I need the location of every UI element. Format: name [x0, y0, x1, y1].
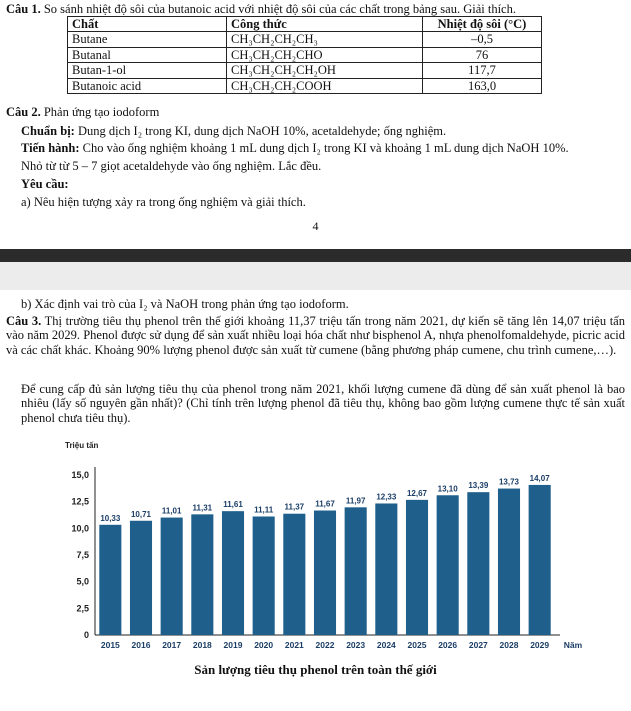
bar-value-label: 11,61: [223, 500, 243, 510]
bar: [498, 489, 520, 635]
table-row: [68, 78, 542, 93]
y-tick-label: 2,5: [76, 603, 89, 614]
bar-value-label: 11,31: [192, 503, 213, 513]
table-cell: CH₃CH₂CH₂CHO: [227, 47, 423, 62]
x-tick-label: 2020: [254, 640, 274, 650]
y-tick-label: 10,0: [71, 523, 89, 534]
bar: [406, 500, 428, 635]
table-cell: 76: [423, 47, 542, 62]
bar-value-label: 11,37: [284, 502, 305, 512]
y-axis-label: Triệu tấn: [65, 441, 99, 450]
boiling-point-table: [67, 16, 542, 94]
requirement-label-text: Yêu cầu:: [21, 177, 69, 191]
bar-value-label: 11,67: [315, 499, 335, 509]
x-tick-label: 2029: [530, 640, 550, 650]
table-header: Công thức: [227, 17, 423, 32]
question-1-text: So sánh nhiệt độ sôi của butanoic acid với nhiệt độ sôi của các chất trong bảng sau. Giải thích.: [43, 2, 516, 16]
preparation-label: Chuẩn bị:: [21, 124, 75, 138]
bar: [253, 516, 275, 635]
bar-value-label: 12,67: [406, 488, 428, 498]
page-divider: [0, 249, 631, 262]
question-3-para-2: Để cung cấp đủ sản lượng tiêu thụ của phenol trong năm 2021, khối lượng cumene đã dùng để sản xuất phenol là bao nhiêu (lấy số nguyên gần nhất)? (Chỉ tính trên lượng phenol đã tiêu thụ, không bao gồm lượng cumene thực tế sản xuất phenol chưa tiêu thụ).: [21, 382, 625, 425]
x-tick-label: 2017: [162, 640, 182, 650]
bar: [283, 514, 305, 635]
bar: [191, 514, 213, 635]
x-tick-label: 2015: [100, 640, 120, 650]
bar: [222, 511, 244, 635]
x-tick-label: 2025: [407, 640, 427, 650]
x-tick-label: 2022: [315, 640, 335, 650]
x-tick-label: 2026: [438, 640, 458, 650]
table-cell: CH₃CH₂CH₂CH₃: [227, 32, 423, 47]
question-3-para-1: [6, 314, 625, 357]
bar-value-label: 11,11: [254, 505, 274, 515]
question-3-text: Thị trường tiêu thụ phenol trên thế giới khoảng 11,37 triệu tấn trong năm 2021, dự kiến sẽ tăng lên 14,07 triệu tấn vào năm 2029. Phenol được sử dụng để sản xuất nhiều loại hóa chất như bisphenol A, nhựa phenolfomaldehyde, picric acid và các chất khác. Khoảng 90% lượng phenol được sản xuất từ cumene (bằng phương pháp cumene, chu trình cumene,…).: [6, 314, 625, 357]
bar-value-label: 12,33: [376, 492, 397, 502]
bar-value-label: 13,39: [468, 481, 489, 491]
table-header-row: [68, 17, 542, 32]
y-tick-label: 12,5: [71, 496, 89, 507]
procedure-line: [21, 141, 621, 155]
table-cell: Butan-1-ol: [68, 63, 227, 78]
x-tick-label: 2018: [192, 640, 212, 650]
phenol-consumption-chart: [55, 440, 583, 660]
procedure-label: Tiến hành:: [21, 141, 80, 155]
x-tick-label: 2021: [284, 640, 304, 650]
bar-value-label: 14,07: [529, 473, 550, 483]
x-tick-label: 2016: [131, 640, 151, 650]
preparation-text: Dung dịch I₂ trong KI, dung dịch NaOH 10%, acetaldehyde; ống nghiệm.: [77, 124, 447, 138]
question-3-label: Câu 3.: [6, 314, 42, 328]
x-tick-label: 2023: [346, 640, 366, 650]
table-cell: 163,0: [423, 78, 542, 93]
question-1-label: Câu 1.: [6, 2, 41, 16]
bar: [161, 518, 183, 635]
bar-value-label: 13,10: [437, 484, 458, 494]
table-row: [68, 63, 542, 78]
bar-value-label: 13,73: [498, 477, 520, 487]
x-tick-label: 2019: [223, 640, 243, 650]
table-header: Nhiệt độ sôi (°C): [423, 17, 542, 32]
y-tick-label: 7,5: [76, 550, 89, 560]
page-number: 4: [312, 219, 319, 233]
table-cell: CH₃CH₂CH₂CH₂OH: [227, 63, 423, 78]
table-cell: Butanoic acid: [68, 78, 227, 93]
table-cell: –0,5: [423, 32, 542, 47]
bar: [130, 521, 152, 635]
y-tick-label: 0: [83, 630, 89, 640]
y-tick-label: 15,0: [71, 470, 89, 480]
question-2-label: Câu 2.: [6, 105, 41, 119]
bar-value-label: 11,01: [161, 506, 182, 516]
bar: [529, 485, 551, 635]
bar-value-label: 11,97: [345, 496, 366, 506]
table-row: [68, 32, 542, 47]
preparation-line: [21, 124, 621, 138]
bar-value-label: 10,71: [130, 509, 152, 519]
table-row: [68, 47, 542, 62]
x-tick-label: 2028: [499, 640, 519, 650]
x-tick-label: 2024: [376, 640, 396, 650]
requirement-a: a) Nêu hiện tượng xảy ra trong ống nghiệm và giải thích.: [21, 195, 306, 209]
bar: [437, 495, 459, 635]
y-tick-label: 5,0: [76, 576, 89, 587]
bar: [99, 525, 121, 635]
x-axis-label: Năm: [563, 640, 583, 650]
requirement-b: b) Xác định vai trò của I₂ và NaOH trong phản ứng tạo iodoform.: [21, 297, 349, 311]
chart-title: Sản lượng tiêu thụ phenol trên toàn thế giới: [194, 662, 437, 677]
requirement-label: [21, 177, 621, 191]
bar: [345, 507, 367, 635]
table-cell: 117,7: [423, 63, 542, 78]
table-cell: Butanal: [68, 47, 227, 62]
bar-value-label: 10,33: [100, 513, 121, 523]
question-2-heading: [6, 105, 159, 119]
table-cell: Butane: [68, 32, 227, 47]
table-cell: CH₃CH₂CH₂COOH: [227, 78, 423, 93]
question-2-title: Phản ứng tạo iodoform: [43, 105, 160, 119]
table-header: Chất: [68, 17, 227, 32]
bar: [467, 492, 489, 635]
bar: [375, 503, 397, 635]
question-1: [6, 2, 626, 16]
x-tick-label: 2027: [468, 640, 488, 650]
bar: [314, 511, 336, 635]
procedure-text: Cho vào ống nghiệm khoảng 1 mL dung dịch I₂ trong KI và khoảng 1 mL dung dịch NaOH 10%.: [82, 141, 569, 155]
procedure-line-2: Nhỏ từ từ 5 – 7 giọt acetaldehyde vào ống nghiệm. Lắc đều.: [21, 159, 322, 173]
page-gap: [0, 262, 631, 290]
